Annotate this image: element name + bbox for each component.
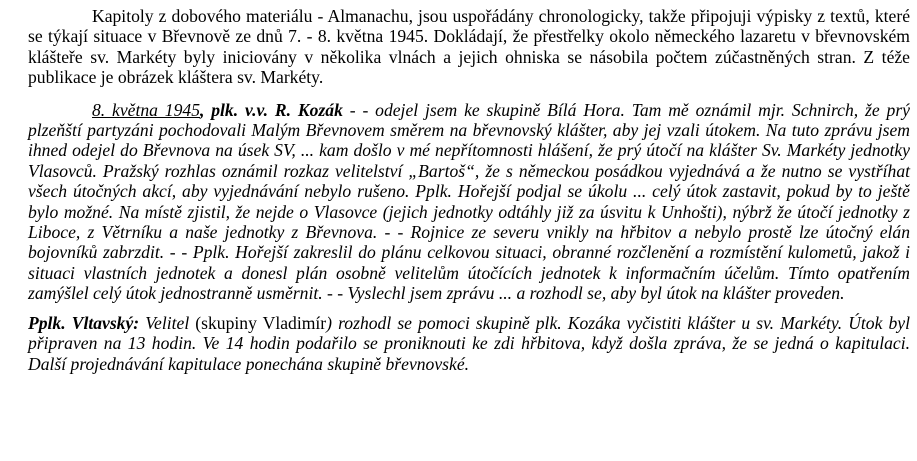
entry-speaker-vltavsky: Pplk. Vltavský:	[28, 312, 140, 333]
vltavsky-text-part3: ) rozhodl se pomoci skupině plk. Kozáka vyčistiti klášter u sv. Markéty. Útok byl připraven na 13 hodin. Ve 14 hodin podařilo se proniknouti ke zdi hřbitova, když došla zpráva, že se jedná o kapitulaci. Další projednávání kapitulace ponechána skupině břevnovské.	[28, 312, 910, 374]
vltavsky-text-part2: (skupiny Vladimír	[195, 312, 327, 333]
vltavsky-text-part1: Velitel	[139, 312, 196, 333]
vltavsky-entry	[28, 313, 910, 374]
entry-speaker-kozak: , plk. v.v. R. Kozák	[200, 99, 343, 120]
kozak-entry	[28, 100, 910, 304]
entry-date: 8. května 1945	[92, 99, 200, 120]
intro-text: Kapitoly z dobového materiálu - Almanachu, jsou uspořádány chronologicky, takže připojuji výpisky z textů, které se týkají situace v Břevnově ze dnů 7. - 8. května 1945. Dokládají, že přestřelky okolo německého lazaretu v břevnovském klášteře sv. Markéty byly iniciovány v několika vlnách a jejich ohniska se násobila počtem zúčastněných stran. Z téže publikace je obrázek kláštera sv. Markéty.	[28, 6, 910, 88]
kozak-entry-text: - - odejel jsem ke skupině Bílá Hora. Tam mě oznámil mjr. Schnirch, že prý plzeňští partyzáni pochodovali Malým Břevnovem směrem na břevnovský klášter, aby jej vzali útokem. Na tuto zprávu jsem ihned odejel do Břevnova na úsek SV, ... kam došlo v mé nepřítomnosti hlášení, že prý útočí na klášter Sv. Markéty jednotky Vlasovců. Pražský rozhlas oznámil rozkaz velitelství „Bartoš“, že s německou posádkou vyjednává a že nutno se vystříhat všech útočných akcí, aby vyjednávání nebylo rušeno. Pplk. Hořejší podjal se úkolu ... celý útok zastavit, pokud by to ještě bylo možné. Na místě zjistil, že nejde o Vlasovce (jejich jednotky odtáhly již za úsvitu k Unhošti), nýbrž že útočí jednotky z Liboce, z Větrníku a naše jednotky z Břevnova. - - Rojnice ze severu vnikly na hřbitov a nebylo prostě lze útočný elán bojovníků zabrzdit. - - Pplk. Hořejší zakreslil do plánu celkovou situaci, obranné rozčlenění a rozmístění kulometů, jakož i situaci vlastních jednotek a donesl plán osobně velitelům útočících jednotek k informačním účelům. Tímto opatřením zamýšlel celý útok jednostranně usměrnit. - - Vyslechl jsem zprávu ... a rozhodl se, aby byl útok na klášter proveden.	[28, 99, 910, 304]
intro-paragraph	[28, 6, 910, 88]
document-page	[28, 6, 910, 374]
